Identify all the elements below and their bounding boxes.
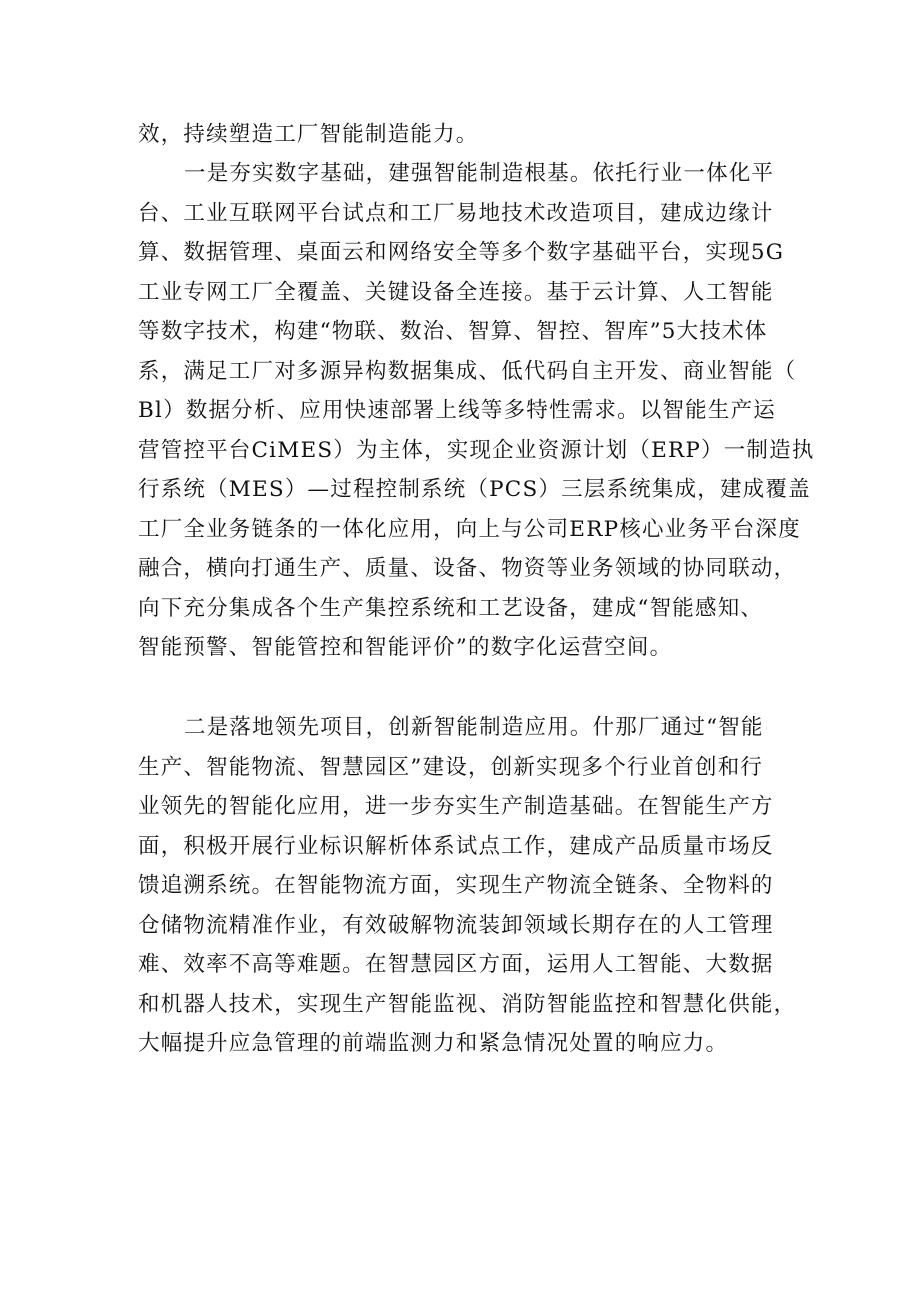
paragraph-line: 等数字技术，构建“物联、数治、智算、智控、智库”5大技术体 [138, 319, 768, 344]
paragraph-line: 面，积极开展行业标识解析体系试点工作，建成产品质量市场反 [138, 833, 774, 859]
paragraph-line: 馈追溯系统。在智能物流方面，实现生产物流全链条、全物料的 [138, 873, 774, 898]
paragraph-line: 仓储物流精准作业，有效破解物流装卸领域长期存在的人工管理 [138, 912, 774, 938]
paragraph-line: 和机器人技术，实现生产智能监视、消防智能监控和智慧化供能， [138, 991, 797, 1017]
paragraph-line: 难、效率不高等难题。在智慧园区方面，运用人工智能、大数据 [138, 952, 774, 977]
paragraph-line: 营管控平台CiMES）为主体，实现企业资源计划（ERP）一制造执 [138, 437, 815, 463]
paragraph-line: 生产、智能物流、智慧园区”建设，创新实现多个行业首创和行 [138, 754, 764, 780]
paragraph-line: 融合，横向打通生产、质量、设备、物资等业务领域的协同联动， [138, 556, 797, 581]
paragraph-line: 智能预警、智能管控和智能评价”的数字化运营空间。 [138, 635, 673, 660]
paragraph-continuation [138, 115, 798, 155]
paragraph-line [138, 668, 798, 708]
paragraph-line: 一是夯实数字基础，建强智能制造根基。依托行业一体化平 [184, 161, 775, 186]
paragraph-line: 工业专网工厂全覆盖、关键设备全连接。基于云计算、人工智能 [138, 279, 774, 305]
paragraph-digital-foundation [138, 154, 815, 707]
paragraph-line: 大幅提升应急管理的前端监测力和紧急情况处置的响应力。 [138, 1031, 729, 1056]
paragraph-line: 系，满足工厂对多源异构数据集成、低代码自主开发、商业智能（ [138, 358, 797, 384]
paragraph-line: 算、数据管理、桌面云和网络安全等多个数字基础平台，实现5G [138, 240, 785, 265]
paragraph-line: 工厂全业务链条的一体化应用，向上与公司ERP核心业务平台深度 [138, 516, 801, 542]
paragraph-line: 二是落地领先项目，创新智能制造应用。什那厂通过“智能 [184, 715, 764, 740]
paragraph-line: 效，持续塑造工厂智能制造能力。 [138, 122, 479, 147]
paragraph-line: 业领先的智能化应用，进一步夯实生产制造基础。在智能生产方 [138, 794, 774, 819]
paragraph-line: 行系统（MES）—过程控制系统（PCS）三层系统集成，建成覆盖 [138, 477, 811, 502]
paragraph-line: Bl）数据分析、应用快速部署上线等多特性需求。以智能生产运 [138, 398, 776, 423]
paragraph-line: 台、工业互联网平台试点和工厂易地技术改造项目，建成边缘计 [138, 200, 774, 226]
paragraph-leading-projects [138, 708, 798, 1064]
paragraph-line: 向下充分集成各个生产集控系统和工艺设备，建成“智能感知、 [138, 595, 764, 621]
